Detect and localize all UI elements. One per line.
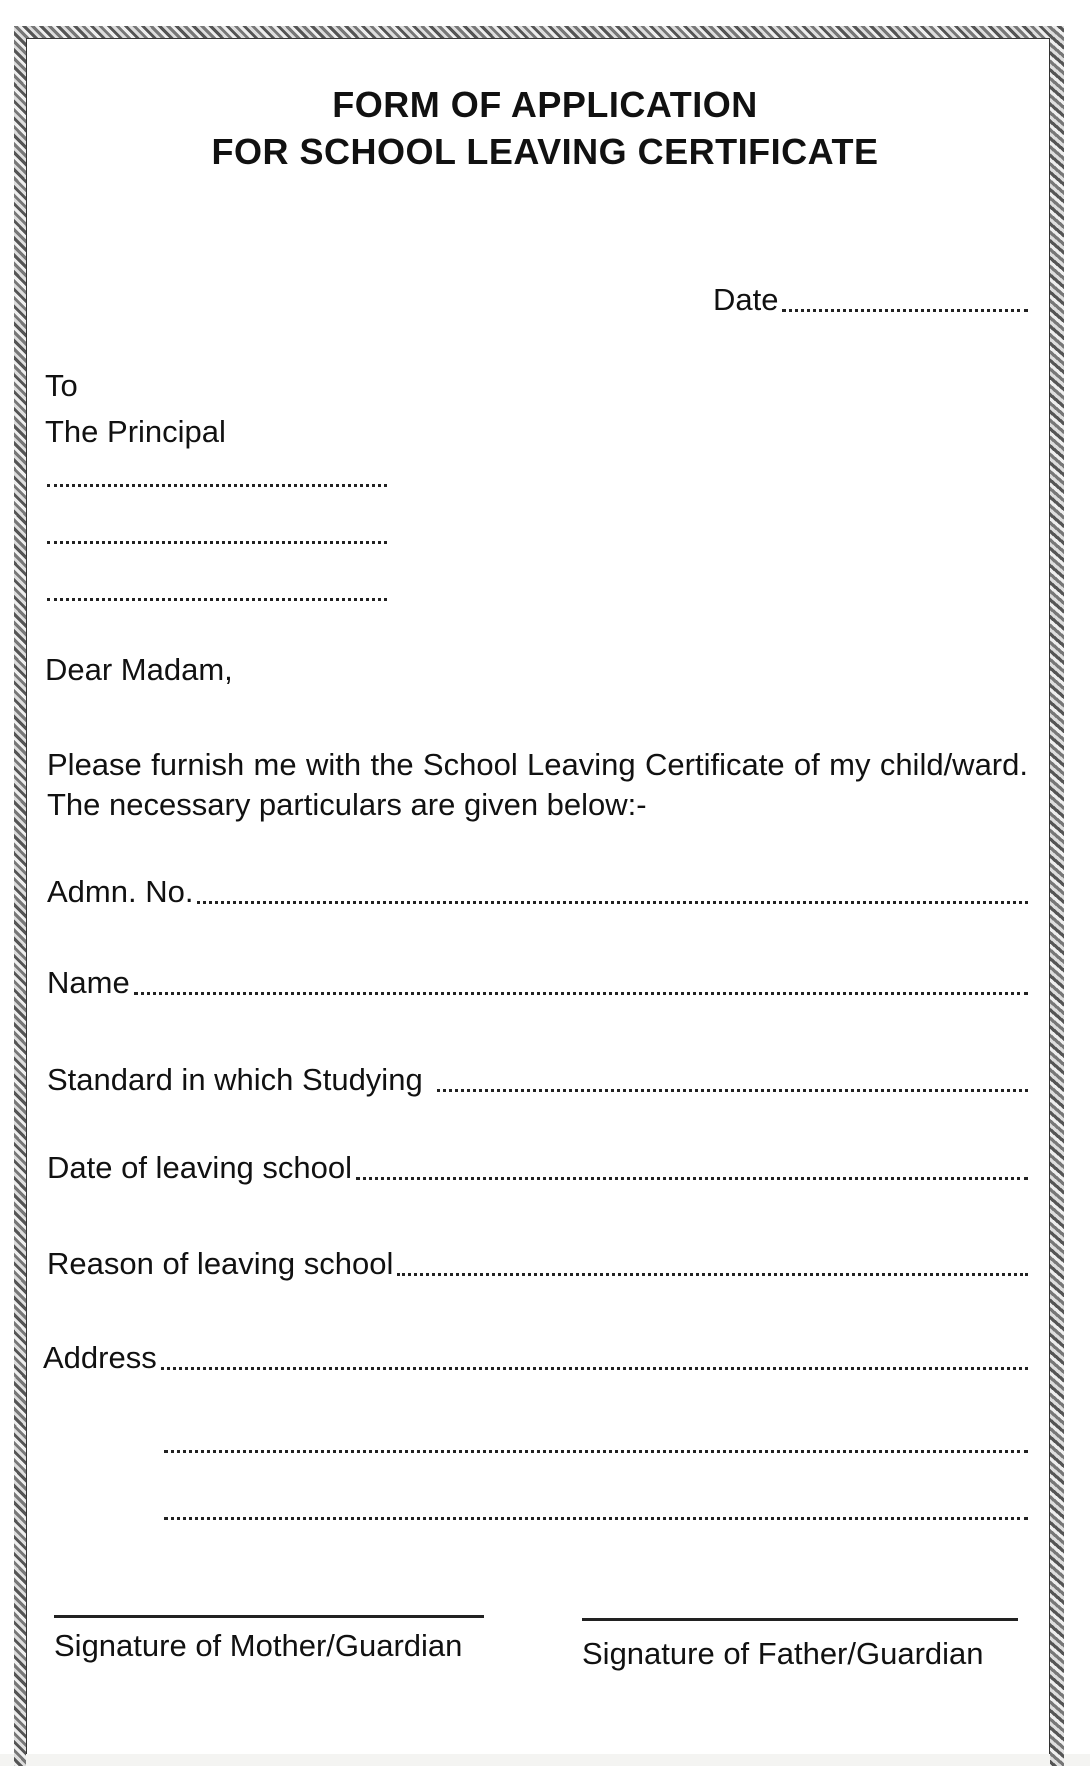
date-blank[interactable] xyxy=(782,309,1028,312)
addressee-label: The Principal xyxy=(45,414,226,449)
father-signature-label: Signature of Father/Guardian xyxy=(582,1636,984,1671)
to-label: To xyxy=(45,368,78,403)
date-of-leaving-field[interactable] xyxy=(47,1150,1028,1186)
name-blank[interactable] xyxy=(134,992,1028,995)
addressee-line-1[interactable] xyxy=(47,484,387,487)
reason-of-leaving-label: Reason of leaving school xyxy=(47,1246,394,1281)
date-field[interactable] xyxy=(713,282,1028,318)
address-field[interactable] xyxy=(43,1340,1028,1376)
standard-label: Standard in which Studying xyxy=(47,1062,423,1097)
request-paragraph: Please furnish me with the School Leaving Certificate of my child/ward. The necessary particulars are given below:- xyxy=(47,747,1028,822)
admission-number-field[interactable] xyxy=(47,874,1028,910)
name-field[interactable] xyxy=(47,965,1028,1001)
reason-of-leaving-blank[interactable] xyxy=(397,1273,1028,1276)
addressee-line-2[interactable] xyxy=(47,541,387,544)
mother-signature-line[interactable] xyxy=(54,1615,484,1618)
standard-field[interactable] xyxy=(47,1062,1028,1098)
address-label: Address xyxy=(43,1340,157,1375)
date-of-leaving-blank[interactable] xyxy=(356,1177,1028,1180)
admission-number-blank[interactable] xyxy=(197,901,1028,904)
salutation: Dear Madam, xyxy=(45,652,233,687)
mother-signature-label: Signature of Mother/Guardian xyxy=(54,1628,463,1663)
father-signature-line[interactable] xyxy=(582,1618,1018,1621)
standard-blank[interactable] xyxy=(437,1089,1028,1092)
address-blank-3[interactable] xyxy=(164,1517,1028,1520)
reason-of-leaving-field[interactable] xyxy=(47,1246,1028,1282)
form-title-line-2: FOR SCHOOL LEAVING CERTIFICATE xyxy=(211,131,879,172)
name-label: Name xyxy=(47,965,130,1000)
date-label: Date xyxy=(713,282,779,317)
addressee-line-3[interactable] xyxy=(47,598,387,601)
form-title-line-1: FORM OF APPLICATION xyxy=(332,84,758,125)
address-blank-1[interactable] xyxy=(161,1367,1028,1370)
admission-number-label: Admn. No. xyxy=(47,874,194,909)
address-blank-2[interactable] xyxy=(164,1450,1028,1453)
date-of-leaving-label: Date of leaving school xyxy=(47,1150,353,1185)
